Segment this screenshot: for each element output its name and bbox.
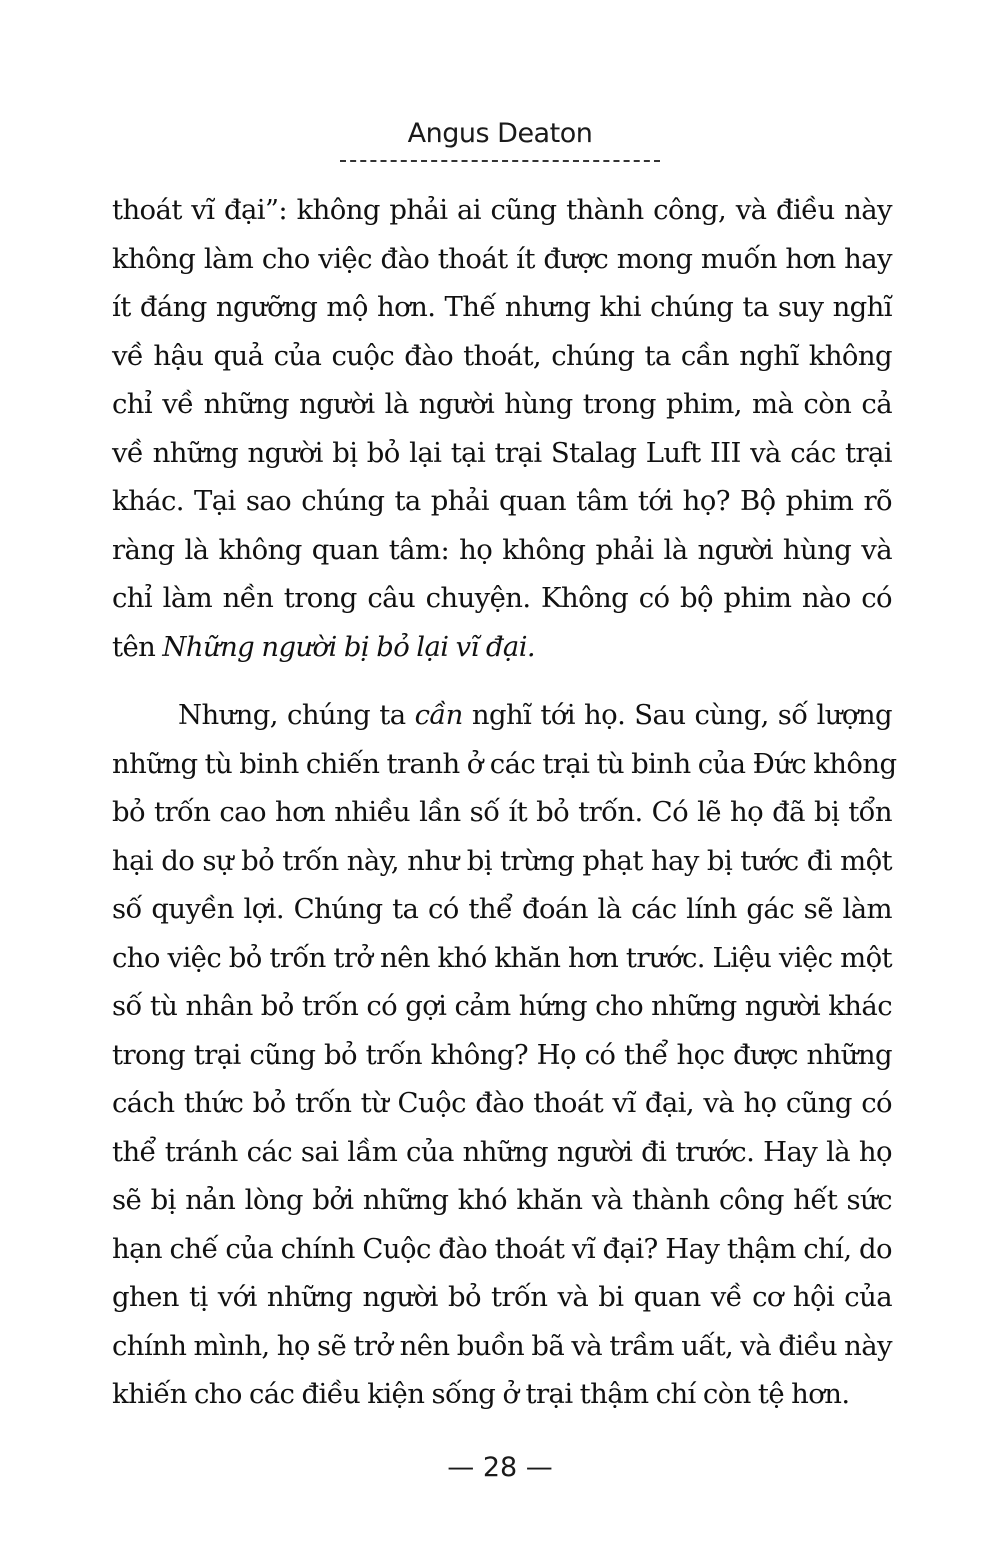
text-line: chỉ làm nền trong câu chuyện. Không có bộ phim nào có bbox=[112, 582, 892, 614]
text-line: những tù binh chiến tranh ở các trại tù binh của Đức không bbox=[112, 747, 897, 780]
text-line-first bbox=[112, 691, 892, 740]
text-line: số tù nhân bỏ trốn có gợi cảm hứng cho những người khác bbox=[112, 990, 892, 1022]
text-line: sẽ bị nản lòng bởi những khó khăn và thành công hết sức bbox=[112, 1184, 892, 1216]
header-dashed-rule bbox=[340, 160, 660, 162]
italic-emphasis: cần bbox=[414, 699, 463, 731]
text-line: trong trại cũng bỏ trốn không? Họ có thể học được những bbox=[112, 1038, 892, 1071]
page-number: — 28 — bbox=[447, 1452, 553, 1483]
text-line: không làm cho việc đào thoát ít được mong muốn hơn hay bbox=[112, 242, 892, 275]
text-line: thoát vĩ đại”: không phải ai cũng thành công, và điều này bbox=[112, 194, 892, 226]
text-line: cho việc bỏ trốn trở nên khó khăn hơn trước. Liệu việc một bbox=[112, 941, 892, 974]
text-line: hại do sự bỏ trốn này, như bị trừng phạt hay bị tước đi một bbox=[112, 844, 892, 877]
text-fragment: tên bbox=[112, 630, 163, 663]
text-fragment: Nhưng, chúng ta bbox=[178, 699, 415, 731]
text-line-last: khiến cho các điều kiện sống ở trại thậm chí còn tệ hơn. bbox=[112, 1378, 850, 1410]
text-line: khác. Tại sao chúng ta phải quan tâm tới họ? Bộ phim rõ bbox=[112, 485, 892, 517]
text-line: chính mình, họ sẽ trở nên buồn bã và trầm uất, và điều này bbox=[112, 1329, 892, 1362]
text-line: thể tránh các sai lầm của những người đi trước. Hay là họ bbox=[112, 1135, 892, 1168]
text-fragment: nghĩ tới họ. Sau cùng, số lượng bbox=[462, 699, 892, 731]
text-line: về những người bị bỏ lại tại trại Stalag Luft III và các trại bbox=[112, 436, 892, 469]
text-line: cách thức bỏ trốn từ Cuộc đào thoát vĩ đại, và họ cũng có bbox=[112, 1087, 892, 1119]
text-line: bỏ trốn cao hơn nhiều lần số ít bỏ trốn. Có lẽ họ đã bị tổn bbox=[112, 796, 892, 828]
body-text bbox=[112, 186, 897, 1419]
text-line-last bbox=[112, 623, 892, 672]
paragraph-1 bbox=[112, 186, 892, 671]
text-line: ràng là không quan tâm: họ không phải là người hùng và bbox=[112, 533, 892, 566]
paragraph-2 bbox=[112, 691, 897, 1419]
text-line: số quyền lợi. Chúng ta có thể đoán là các lính gác sẽ làm bbox=[112, 893, 892, 925]
text-line: ít đáng ngưỡng mộ hơn. Thế nhưng khi chúng ta suy nghĩ bbox=[112, 291, 892, 323]
running-head: Angus Deaton bbox=[407, 118, 593, 149]
text-line: về hậu quả của cuộc đào thoát, chúng ta cần nghĩ không bbox=[112, 339, 892, 372]
text-line: hạn chế của chính Cuộc đào thoát vĩ đại? Hay thậm chí, do bbox=[112, 1232, 892, 1265]
italic-title: Những người bị bỏ lại vĩ đại. bbox=[162, 630, 536, 663]
text-line: ghen tị với những người bỏ trốn và bi quan về cơ hội của bbox=[112, 1281, 892, 1313]
text-line: chỉ về những người là người hùng trong phim, mà còn cả bbox=[112, 388, 892, 420]
paragraph-gap bbox=[112, 671, 892, 691]
